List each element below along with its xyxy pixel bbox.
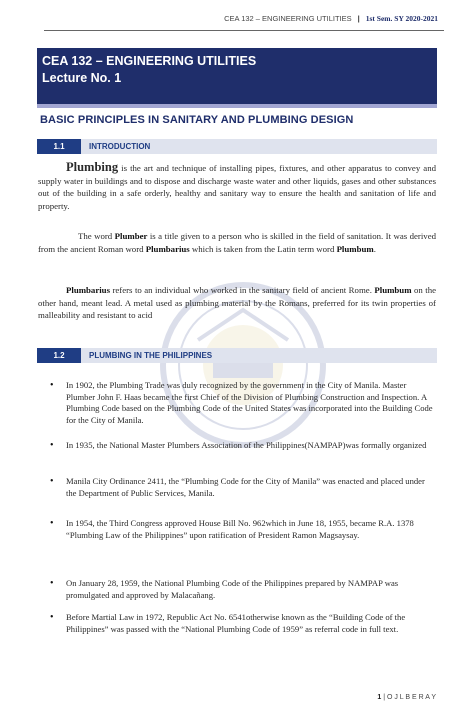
list-item-text: On January 28, 1959, the National Plumbing Code of the Philippines prepared by NAMPAP was promulgated and approved by Malacañang. [66,578,399,600]
term-plumber: Plumber [114,231,148,241]
list-item [50,476,436,499]
paragraph-text: on the other hand, meant lead. A metal used as plumbing material by the Romans, preferred for its twin properties of malleability and resistant to acid [38,285,437,320]
header-separator: | [357,14,360,23]
paragraph-text: is a title given to a person who is skilled in the field of sanitation. It was derived from the ancient Roman word [38,231,436,254]
bullet-icon: • [50,578,54,589]
section-header-plumbing-philippines [37,348,437,363]
section-label: INTRODUCTION [89,142,151,151]
footer-author: O J L B E R A Y [386,694,436,701]
paragraph-text: is the art and technique of installing pipes, fixtures, and other apparatus to convey and supply water in buildings and to dispose and discharge waste water and other liquids, gases and other substances out of the building in a safe orderly, healthy and sanitary way to ensure the health and sanitation of life and property. [38,163,436,211]
paragraph-text: . [373,243,376,254]
paragraph-text: refers to an individual who worked in the sanitary field of ancient Rome. [110,285,375,295]
term-plumbarius: Plumbarius [66,285,110,295]
bullet-icon: • [50,476,54,487]
list-item [50,578,436,601]
page-header [224,14,438,23]
list-item [50,380,436,426]
paragraph-plumber-origin [38,230,436,255]
header-semester: 1st Sem. SY 2020-2021 [365,14,438,23]
section-label: PLUMBING IN THE PHILIPPINES [89,351,213,360]
bullet-icon: • [50,518,54,529]
bullet-icon: • [50,612,54,623]
list-item [50,440,436,452]
list-item-text: In 1902, the Plumbing Trade was duly recognized by the government in the City of Manila. Master Plumber John F. Haas became the first Chief of the Division of Plumbing Construction and Inspection. A Plumbing Code based on the Plumbing Code of the United States was incorporated into the Building Code for the City of Manila. [66,380,433,425]
banner-underline [37,104,437,108]
bullet-icon: • [50,440,54,451]
paragraph-plumbarius [38,284,436,322]
paragraph-text: which is taken from the Latin term word [189,243,337,254]
banner-lecture: Lecture No. 1 [42,71,122,85]
page-footer [377,694,436,701]
page-number: 1 [377,694,382,701]
list-item-text: Before Martial Law in 1972, Republic Act No. 6541otherwise known as the “Building Code of the Philippines” was passed with the “National Plumbing Code of 1959” as referral code in full text. [66,612,406,634]
term-plumbing: Plumbing [66,160,119,174]
term-plumbum: Plumbum [336,243,374,254]
main-title: BASIC PRINCIPLES IN SANITARY AND PLUMBING DESIGN [40,114,354,126]
list-item-text: Manila City Ordinance 2411, the “Plumbing Code for the City of Manila” was enacted and placed under the Department of Public Services, Manila. [66,476,425,498]
header-rule [44,30,444,31]
banner-title: CEA 132 – ENGINEERING UTILITIES [42,54,257,68]
list-item-text: In 1954, the Third Congress approved House Bill No. 962which in June 18, 1955, became R.A. 1378 “Plumbing Law of the Philippines” upon ratification of President Ramon Magsaysay. [66,518,414,540]
paragraph-text: The word [78,231,115,241]
lecture-banner [37,48,437,104]
list-item [50,612,436,635]
list-item [50,518,436,541]
bullet-icon: • [50,380,54,391]
list-item-text: In 1935, the National Master Plumbers Association of the Philippines(NAMPAP)was formally organized [66,440,427,450]
header-course: CEA 132 – ENGINEERING UTILITIES [224,14,352,23]
paragraph-plumbing-definition [38,161,436,212]
section-header-introduction [37,139,437,154]
footer-separator: | [383,694,386,701]
section-number: 1.1 [37,139,81,154]
term-plumbum: Plumbum [374,285,412,295]
term-plumbarius: Plumbarius [145,243,190,254]
section-number: 1.2 [37,348,81,363]
